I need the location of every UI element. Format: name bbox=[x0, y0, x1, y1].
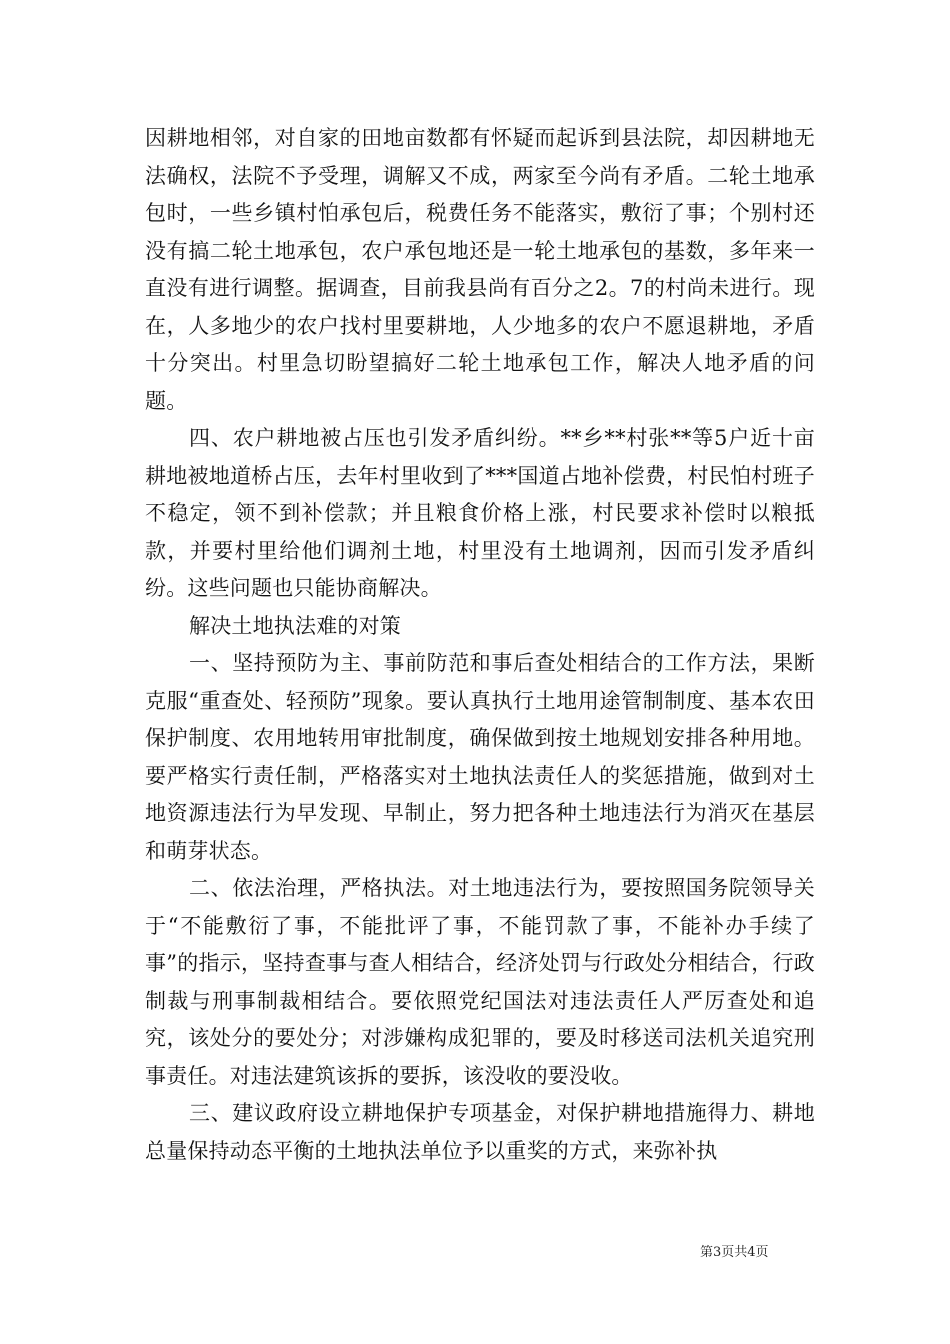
paragraph-measure-two: 二、依法治理，严格执法。对土地违法行为，要按照国务院领导关于“不能敷衍了事，不能批评了事，不能罚款了事，不能补办手续了事”的指示，坚持查事与查人相结合，经济处罚与行政处分相结合，行政制裁与刑事制裁相结合。要依照党纪国法对违法责任人严厉查处和追究，该处分的要处分；对涉嫌构成犯罪的，要及时移送司法机关追究刑事责任。对违法建筑该拆的要拆，该没收的要没收。 bbox=[145, 876, 815, 1088]
paragraph-measure-three: 三、建议政府设立耕地保护专项基金，对保护耕地措施得力、耕地总量保持动态平衡的土地执法单位予以重奖的方式，来弥补执 bbox=[145, 1101, 815, 1163]
paragraph-continued: 因耕地相邻，对自家的田地亩数都有怀疑而起诉到县法院，却因耕地无法确权，法院不予受理，调解又不成，两家至今尚有矛盾。二轮土地承包时，一些乡镇村怕承包后，税费任务不能落实，敷衍了事；个别村还没有搞二轮土地承包，农户承包地还是一轮土地承包的基数，多年来一直没有进行调整。据调查，目前我县尚有百分之2。7的村尚未进行。现在，人多地少的农户找村里要耕地，人少地多的农户不愿退耕地，矛盾十分突出。村里急切盼望搞好二轮土地承包工作，解决人地矛盾的问题。 bbox=[145, 126, 815, 413]
section-heading: 解决土地执法难的对策 bbox=[189, 613, 401, 638]
document-body bbox=[145, 120, 815, 1170]
paragraph-measure-one: 一、坚持预防为主、事前防范和事后查处相结合的工作方法，果断克服“重查处、轻预防”现象。要认真执行土地用途管制制度、基本农田保护制度、农用地转用审批制度，确保做到按土地规划安排各种用地。要严格实行责任制，严格落实对土地执法责任人的奖惩措施，做到对土地资源违法行为早发现、早制止，努力把各种土地违法行为消灭在基层和萌芽状态。 bbox=[145, 651, 815, 863]
paragraph-point-four: 四、农户耕地被占压也引发矛盾纠纷。**乡**村张**等5户近十亩耕地被地道桥占压，去年村里收到了***国道占地补偿费，村民怕村班子不稳定，领不到补偿款；并且粮食价格上涨，村民要求补偿时以粮抵款，并要村里给他们调剂土地，村里没有土地调剂，因而引发矛盾纠纷。这些问题也只能协商解决。 bbox=[145, 426, 815, 600]
page-number-footer: 第3页共4页 bbox=[700, 1245, 769, 1260]
